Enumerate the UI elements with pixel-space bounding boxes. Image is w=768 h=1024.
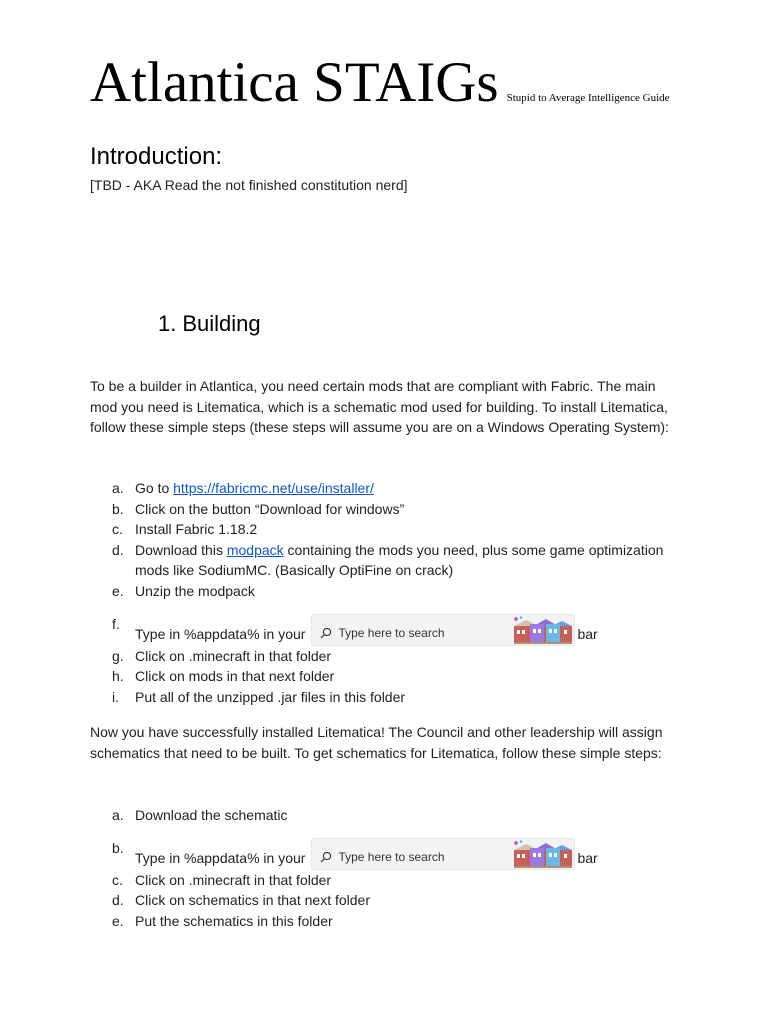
list-marker: d. (112, 541, 124, 558)
taskbar-search-image (311, 838, 575, 870)
list-item-text: Click on .minecraft in that folder (135, 871, 332, 888)
list-item-text: Click on schematics in that next folder (135, 892, 370, 909)
building-heading-number: 1. (158, 311, 177, 336)
list-item-text: Download the schematic (135, 807, 288, 823)
list-item (90, 581, 680, 602)
list-item (90, 519, 680, 540)
list-item-text: Click on .minecraft in that folder (135, 647, 332, 664)
taskbar-search-placeholder: Type here to search (338, 849, 445, 864)
modpack-link[interactable]: modpack (226, 541, 284, 558)
document-title: Atlantica STAIGs (90, 51, 499, 114)
fabric-installer-link[interactable]: https://fabricmc.net/use/installer/ (173, 480, 374, 496)
list-marker: f. (112, 615, 120, 632)
list-item-text: Type in %appdata% in your (135, 625, 306, 642)
list-item-text: Download this (135, 541, 227, 558)
list-item-text: bar (577, 625, 598, 642)
colorful-houses-icon (512, 616, 574, 644)
list-item-text: Put all of the unzipped .jar files in this folder (135, 688, 406, 705)
building-paragraph: To be a builder in Atlantica, you need certain mods that are compliant with Fabric. The main mod you need is Litematica, which is a schematic mod used for building. To install Litematica, follow these simple steps (these steps will assume you are on a Windows Operating System): (90, 378, 669, 436)
list-item-text: containing the mods you need, plus some game optimization mods like SodiumMC. (Basically OptiFine on crack) (135, 541, 664, 579)
building-heading-text: Building (182, 311, 261, 336)
list-item (90, 805, 680, 826)
list-item (90, 602, 680, 646)
list-item (90, 478, 680, 499)
list-item-text: Type in %appdata% in your (135, 849, 306, 866)
list-marker: e. (112, 582, 124, 599)
taskbar-search-box (320, 623, 444, 644)
list-marker: d. (112, 892, 124, 909)
title-row (90, 50, 670, 116)
introduction-heading: Introduction: (90, 143, 223, 170)
list-marker: a. (112, 480, 124, 496)
colorful-houses-icon (512, 840, 574, 868)
list-marker: g. (112, 647, 124, 664)
list-marker: a. (112, 807, 124, 823)
taskbar-search-placeholder: Type here to search (338, 625, 445, 640)
list-marker: b. (112, 839, 124, 856)
list-item (90, 540, 680, 581)
search-icon (320, 851, 332, 863)
list-item-text: Click on the button “Download for windows” (135, 500, 405, 517)
search-icon (320, 627, 332, 639)
schematics-paragraph: Now you have successfully installed Litematica! The Council and other leadership will assign schematics that need to be built. To get schematics for Litematica, follow these simple steps: (90, 724, 663, 761)
list-item (90, 826, 680, 870)
list-item-text: bar (577, 849, 598, 866)
list-marker: h. (112, 668, 124, 685)
list-item (90, 890, 680, 911)
list-item-text: Put the schematics in this folder (135, 912, 333, 929)
list-marker: b. (112, 500, 124, 517)
list-item (90, 687, 680, 708)
list-item-text: Go to (135, 480, 174, 496)
taskbar-search-image (311, 614, 575, 646)
schematic-steps-list (90, 805, 680, 931)
list-marker: i. (112, 688, 119, 705)
install-steps-list (90, 478, 680, 707)
document-subtitle: Stupid to Average Intelligence Guide (506, 92, 670, 104)
building-heading (158, 311, 261, 337)
list-marker: e. (112, 912, 124, 929)
list-item-text: Install Fabric 1.18.2 (135, 521, 258, 538)
list-item (90, 666, 680, 687)
list-item (90, 870, 680, 891)
list-item (90, 499, 680, 520)
taskbar-search-box (320, 847, 444, 868)
list-item (90, 911, 680, 932)
list-item (90, 646, 680, 667)
list-item-text: Unzip the modpack (135, 582, 255, 599)
list-marker: c. (112, 871, 123, 888)
list-item-text: Click on mods in that next folder (135, 668, 335, 685)
introduction-text: [TBD - AKA Read the not finished constitution nerd] (90, 177, 408, 193)
list-marker: c. (112, 521, 123, 538)
